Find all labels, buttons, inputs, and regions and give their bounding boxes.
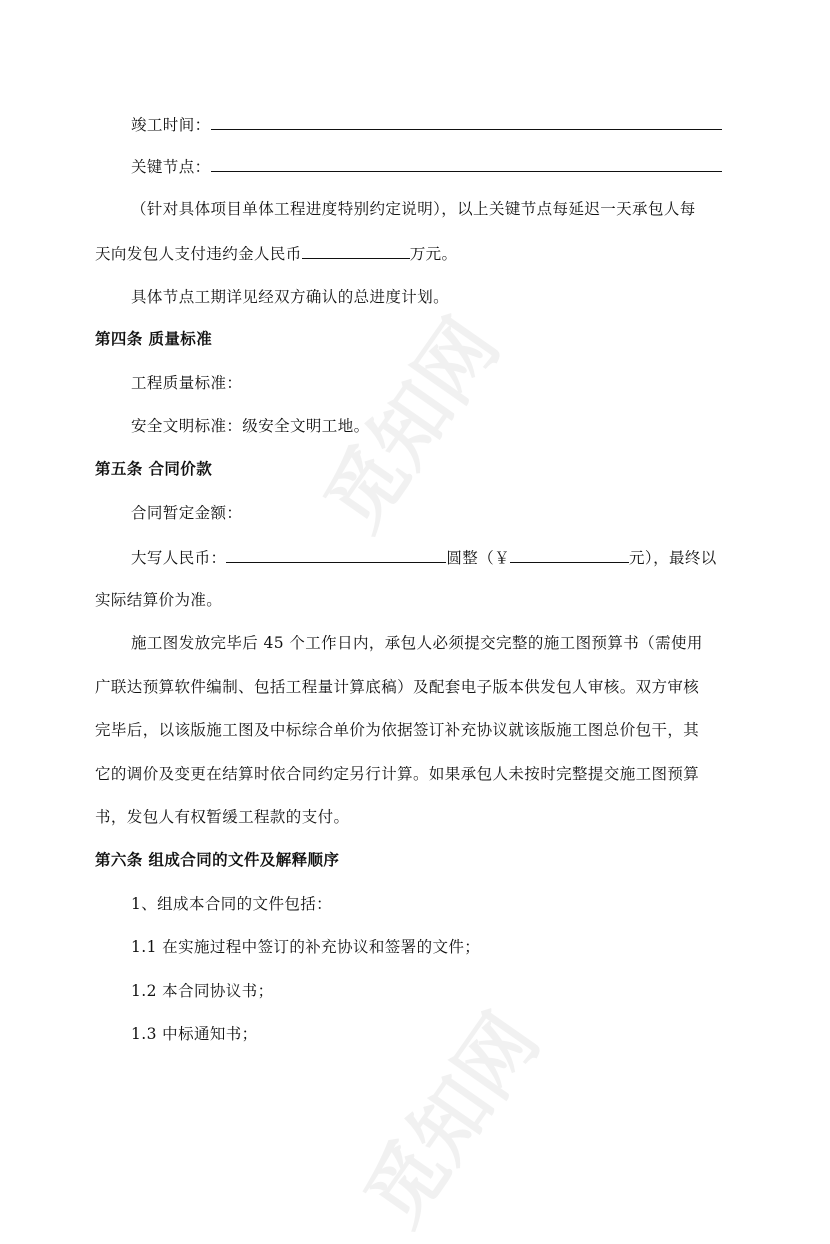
safety-standard: 安全文明标准：级安全文明工地。	[131, 417, 370, 435]
completion-time-label: 竣工时间：	[131, 116, 211, 134]
article-4-title: 第四条 质量标准	[95, 329, 213, 348]
budget-text-4: 它的调价及变更在结算时依合同约定另行计算。如果承包人未按时完整提交施工图预算	[95, 765, 700, 783]
amount-cn-label: 大写人民币：	[131, 549, 227, 567]
completion-time-field[interactable]	[211, 113, 722, 130]
budget-text-1: 施工图发放完毕后 45 个工作日内，承包人必须提交完整的施工图预算书（需使用	[131, 634, 703, 652]
milestone-field[interactable]	[211, 155, 722, 172]
budget-text-5: 书，发包人有权暂缓工程款的支付。	[95, 808, 350, 826]
watermark: 觅知网	[308, 303, 517, 547]
milestone-line	[131, 155, 722, 177]
settlement-note: 实际结算价为准。	[95, 591, 223, 609]
penalty-text-2a: 天向发包人支付违约金人民币	[95, 245, 302, 263]
budget-text-3: 完毕后，以该版施工图及中标综合单价为依据签订补充协议就该版施工图总价包干，其	[95, 721, 700, 739]
amount-num-field[interactable]	[510, 546, 629, 563]
completion-time-line	[131, 113, 722, 135]
amount-cn-field[interactable]	[226, 546, 446, 563]
watermark-bottom: 觅知网	[348, 998, 557, 1242]
article-6-title: 第六条 组成合同的文件及解释顺序	[95, 850, 340, 869]
milestone-label: 关键节点：	[131, 158, 211, 176]
amount-end: 元），最终以	[629, 549, 717, 567]
amount-line	[131, 546, 717, 568]
penalty-line-2	[95, 242, 457, 264]
amount-mid: 圆整（￥	[446, 549, 511, 567]
documents-intro: 1、组成本合同的文件包括：	[131, 895, 333, 913]
quality-standard: 工程质量标准：	[131, 374, 243, 392]
schedule-note: 具体节点工期详见经双方确认的总进度计划。	[131, 288, 450, 306]
provisional-amount: 合同暂定金额：	[131, 504, 243, 522]
penalty-text-2b: 万元。	[409, 245, 458, 263]
penalty-text-1: （针对具体项目单体工程进度特别约定说明），以上关键节点每延迟一天承包人每	[131, 200, 696, 218]
document-item-1-1: 1.1 在实施过程中签订的补充协议和签署的文件；	[131, 938, 481, 956]
article-5-title: 第五条 合同价款	[95, 459, 213, 478]
budget-text-2: 广联达预算软件编制、包括工程量计算底稿）及配套电子版本供发包人审核。双方审核	[95, 678, 700, 696]
document-item-1-2: 1.2 本合同协议书；	[131, 982, 274, 1000]
document-item-1-3: 1.3 中标通知书；	[131, 1025, 258, 1043]
penalty-amount-field[interactable]	[302, 242, 410, 259]
